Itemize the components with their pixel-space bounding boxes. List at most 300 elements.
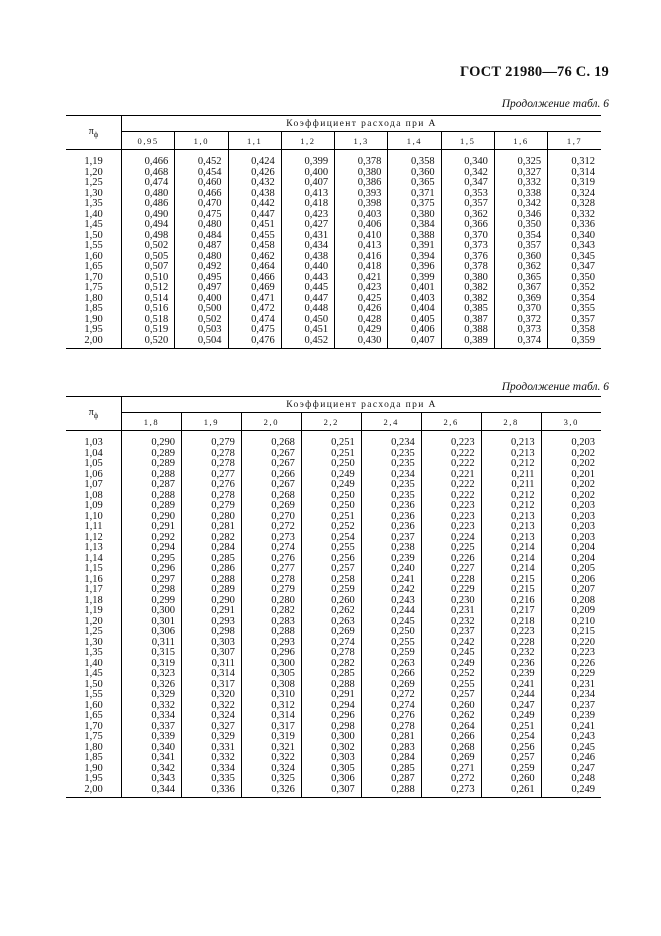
row-label: 2,00 xyxy=(66,785,122,798)
table-cell: 0,270 xyxy=(241,512,301,523)
table-row xyxy=(66,262,601,273)
table-cell: 0,295 xyxy=(122,554,182,565)
table-cell: 0,267 xyxy=(241,480,301,491)
table-cell: 0,385 xyxy=(441,304,494,315)
table-cell: 0,221 xyxy=(421,470,481,481)
table-cell: 0,516 xyxy=(122,304,175,315)
table-cell: 0,263 xyxy=(301,617,361,628)
table-cell: 0,454 xyxy=(175,168,228,179)
table-cell: 0,296 xyxy=(301,711,361,722)
table-cell: 0,214 xyxy=(481,543,541,554)
table-cell: 0,269 xyxy=(241,501,301,512)
table-cell: 0,314 xyxy=(548,168,601,179)
table-cell: 0,251 xyxy=(301,512,361,523)
row-label: 1,95 xyxy=(84,773,103,784)
table-cell: 0,241 xyxy=(361,575,421,586)
table-cell: 0,382 xyxy=(441,294,494,305)
row-label: 1,75 xyxy=(84,282,103,293)
table-cell: 0,445 xyxy=(281,283,334,294)
row-label: 1,50 xyxy=(84,229,103,241)
table-cell: 0,466 xyxy=(122,150,175,168)
table-cell: 0,214 xyxy=(481,564,541,575)
table-cell: 0,326 xyxy=(241,785,301,798)
table-cell: 0,281 xyxy=(181,522,241,533)
table-cell: 0,308 xyxy=(241,680,301,691)
table-cell: 0,407 xyxy=(388,336,441,349)
table-cell: 0,350 xyxy=(548,273,601,284)
table-cell: 0,468 xyxy=(122,168,175,179)
table-cell: 0,480 xyxy=(122,189,175,200)
table-cell: 0,261 xyxy=(481,785,541,798)
table-cell: 0,365 xyxy=(494,273,547,284)
table-cell: 0,384 xyxy=(388,220,441,231)
table-cell: 0,203 xyxy=(541,512,601,523)
table-cell: 0,202 xyxy=(541,459,601,470)
row-label: 1,14 xyxy=(84,552,103,564)
row-label: 1,10 xyxy=(84,510,103,522)
table-cell: 0,470 xyxy=(175,199,228,210)
table-cell: 0,347 xyxy=(441,178,494,189)
row-label: 1,80 xyxy=(84,292,103,304)
table-row xyxy=(66,669,601,680)
row-label: 1,25 xyxy=(84,626,103,637)
row-label: 1,30 xyxy=(84,636,103,648)
table-cell: 0,314 xyxy=(181,669,241,680)
table-row xyxy=(66,522,601,533)
row-label: 1,19 xyxy=(84,156,103,167)
table-cell: 0,292 xyxy=(122,533,182,544)
table-cell: 0,245 xyxy=(421,648,481,659)
table-row xyxy=(66,774,601,785)
table-cell: 0,209 xyxy=(541,606,601,617)
table-cell: 0,266 xyxy=(421,732,481,743)
table-row xyxy=(66,459,601,470)
column-header: 2,0 xyxy=(241,413,301,431)
table-cell: 0,354 xyxy=(548,294,601,305)
table-cell: 0,312 xyxy=(548,150,601,168)
table2 xyxy=(66,396,601,798)
table-cell: 0,266 xyxy=(241,470,301,481)
table-cell: 0,418 xyxy=(281,199,334,210)
table-cell: 0,227 xyxy=(421,564,481,575)
table-cell: 0,223 xyxy=(421,431,481,449)
table-cell: 0,332 xyxy=(122,701,182,712)
table-cell: 0,274 xyxy=(241,543,301,554)
table-row xyxy=(66,304,601,315)
table-cell: 0,235 xyxy=(361,491,421,502)
table-cell: 0,393 xyxy=(335,189,388,200)
table-cell: 0,288 xyxy=(241,627,301,638)
table-cell: 0,273 xyxy=(421,785,481,798)
table-cell: 0,303 xyxy=(301,753,361,764)
row-label: 1,45 xyxy=(84,668,103,679)
table-cell: 0,325 xyxy=(494,150,547,168)
table-cell: 0,447 xyxy=(228,210,281,221)
table-cell: 0,281 xyxy=(361,732,421,743)
table-cell: 0,492 xyxy=(175,262,228,273)
table-cell: 0,376 xyxy=(441,252,494,263)
table-cell: 0,226 xyxy=(541,659,601,670)
table-cell: 0,220 xyxy=(541,638,601,649)
table-cell: 0,269 xyxy=(301,627,361,638)
table-row xyxy=(66,543,601,554)
table-cell: 0,340 xyxy=(122,743,182,754)
table-cell: 0,223 xyxy=(541,648,601,659)
table-cell: 0,259 xyxy=(301,585,361,596)
column-header: 2,8 xyxy=(481,413,541,431)
table-cell: 0,369 xyxy=(494,294,547,305)
table-cell: 0,474 xyxy=(228,315,281,326)
table-cell: 0,242 xyxy=(361,585,421,596)
table-cell: 0,428 xyxy=(335,315,388,326)
table-cell: 0,252 xyxy=(421,669,481,680)
table-cell: 0,267 xyxy=(241,449,301,460)
table-cell: 0,339 xyxy=(122,732,182,743)
table-cell: 0,288 xyxy=(122,470,182,481)
table-cell: 0,260 xyxy=(301,596,361,607)
table-cell: 0,353 xyxy=(441,189,494,200)
table-cell: 0,423 xyxy=(281,210,334,221)
table-cell: 0,251 xyxy=(301,431,361,449)
table-cell: 0,440 xyxy=(281,262,334,273)
row-label: 1,60 xyxy=(84,699,103,711)
row-label: 1,04 xyxy=(84,447,103,459)
table1 xyxy=(66,115,601,349)
table-cell: 0,322 xyxy=(241,753,301,764)
table-cell: 0,487 xyxy=(175,241,228,252)
table-cell: 0,239 xyxy=(481,669,541,680)
column-header: 1,7 xyxy=(548,132,601,150)
table-cell: 0,213 xyxy=(481,449,541,460)
table-cell: 0,241 xyxy=(541,722,601,733)
table-row xyxy=(66,178,601,189)
table-cell: 0,324 xyxy=(181,711,241,722)
column-header: 2,6 xyxy=(421,413,481,431)
table-cell: 0,226 xyxy=(421,554,481,565)
row-label: 1,40 xyxy=(84,657,103,669)
table-cell: 0,301 xyxy=(122,617,182,628)
table-cell: 0,271 xyxy=(421,764,481,775)
table-row xyxy=(66,150,601,168)
table-row xyxy=(66,564,601,575)
table-cell: 0,514 xyxy=(122,294,175,305)
table-cell: 0,215 xyxy=(541,627,601,638)
table-cell: 0,497 xyxy=(175,283,228,294)
table-cell: 0,259 xyxy=(481,764,541,775)
table-cell: 0,269 xyxy=(421,753,481,764)
row-label: 1,03 xyxy=(84,437,103,448)
table-cell: 0,365 xyxy=(388,178,441,189)
table-cell: 0,494 xyxy=(122,220,175,231)
table-cell: 0,250 xyxy=(361,627,421,638)
table-cell: 0,329 xyxy=(181,732,241,743)
table-cell: 0,223 xyxy=(481,627,541,638)
table-cell: 0,250 xyxy=(301,491,361,502)
table-cell: 0,443 xyxy=(281,273,334,284)
table-cell: 0,307 xyxy=(181,648,241,659)
column-header: 2,2 xyxy=(301,413,361,431)
row-label: 2,00 xyxy=(66,336,122,349)
table-cell: 0,244 xyxy=(481,690,541,701)
row-label: 1,90 xyxy=(84,762,103,774)
table-cell: 0,202 xyxy=(541,491,601,502)
table-cell: 0,407 xyxy=(281,178,334,189)
table-cell: 0,283 xyxy=(241,617,301,628)
row-label: 1,60 xyxy=(84,250,103,262)
table-cell: 0,202 xyxy=(541,480,601,491)
table-cell: 0,305 xyxy=(241,669,301,680)
table-cell: 0,401 xyxy=(388,283,441,294)
table-cell: 0,273 xyxy=(241,533,301,544)
column-header: 1,9 xyxy=(181,413,241,431)
table-cell: 0,306 xyxy=(301,774,361,785)
table-cell: 0,466 xyxy=(228,273,281,284)
table-row xyxy=(66,325,601,336)
table-cell: 0,236 xyxy=(361,522,421,533)
row-label: 1,55 xyxy=(84,689,103,700)
table-cell: 0,260 xyxy=(481,774,541,785)
table-cell: 0,388 xyxy=(441,325,494,336)
column-header: 1,3 xyxy=(335,132,388,150)
table-cell: 0,201 xyxy=(541,470,601,481)
row-label: 1,70 xyxy=(84,271,103,283)
table-cell: 0,334 xyxy=(122,711,182,722)
table-cell: 0,272 xyxy=(361,690,421,701)
table-cell: 0,282 xyxy=(241,606,301,617)
table-cell: 0,291 xyxy=(301,690,361,701)
table-cell: 0,403 xyxy=(335,210,388,221)
table-cell: 0,429 xyxy=(335,325,388,336)
table-cell: 0,249 xyxy=(301,470,361,481)
row-label: 1,40 xyxy=(84,208,103,220)
row-label: 1,12 xyxy=(84,531,103,543)
table-cell: 0,234 xyxy=(541,690,601,701)
table-cell: 0,284 xyxy=(361,753,421,764)
table-cell: 0,303 xyxy=(181,638,241,649)
table-cell: 0,342 xyxy=(122,764,182,775)
table-cell: 0,340 xyxy=(441,150,494,168)
table-cell: 0,240 xyxy=(361,564,421,575)
table-cell: 0,248 xyxy=(541,774,601,785)
row-label: 1,06 xyxy=(84,468,103,480)
table-cell: 0,455 xyxy=(228,231,281,242)
table-cell: 0,495 xyxy=(175,273,228,284)
table-cell: 0,264 xyxy=(421,722,481,733)
table-cell: 0,427 xyxy=(281,220,334,231)
table-cell: 0,254 xyxy=(301,533,361,544)
table-cell: 0,451 xyxy=(281,325,334,336)
table-cell: 0,399 xyxy=(388,273,441,284)
table-cell: 0,345 xyxy=(548,252,601,263)
table-cell: 0,324 xyxy=(548,189,601,200)
table-cell: 0,302 xyxy=(301,743,361,754)
table-cell: 0,343 xyxy=(122,774,182,785)
table-cell: 0,255 xyxy=(421,680,481,691)
table-cell: 0,268 xyxy=(241,431,301,449)
table-cell: 0,288 xyxy=(122,491,182,502)
table-cell: 0,298 xyxy=(122,585,182,596)
table-cell: 0,357 xyxy=(548,315,601,326)
table-cell: 0,357 xyxy=(441,199,494,210)
table-cell: 0,212 xyxy=(481,501,541,512)
table-cell: 0,223 xyxy=(421,522,481,533)
row-label: 1,85 xyxy=(84,303,103,314)
table-cell: 0,230 xyxy=(421,596,481,607)
table-cell: 0,255 xyxy=(301,543,361,554)
table-cell: 0,250 xyxy=(301,501,361,512)
table-cell: 0,406 xyxy=(388,325,441,336)
table-cell: 0,382 xyxy=(441,283,494,294)
table-cell: 0,243 xyxy=(361,596,421,607)
table-cell: 0,334 xyxy=(181,764,241,775)
table-cell: 0,341 xyxy=(122,753,182,764)
table-cell: 0,398 xyxy=(335,199,388,210)
table-cell: 0,438 xyxy=(281,252,334,263)
table-cell: 0,276 xyxy=(181,480,241,491)
table-cell: 0,300 xyxy=(122,606,182,617)
table-cell: 0,231 xyxy=(541,680,601,691)
row-label: 1,65 xyxy=(84,710,103,721)
table-cell: 0,203 xyxy=(541,501,601,512)
table-cell: 0,246 xyxy=(541,753,601,764)
table-cell: 0,211 xyxy=(481,470,541,481)
table-cell: 0,413 xyxy=(281,189,334,200)
table-cell: 0,257 xyxy=(481,753,541,764)
table-row xyxy=(66,431,601,449)
table-cell: 0,357 xyxy=(494,241,547,252)
table-cell: 0,293 xyxy=(241,638,301,649)
table-cell: 0,490 xyxy=(122,210,175,221)
table-cell: 0,432 xyxy=(228,178,281,189)
table-cell: 0,228 xyxy=(421,575,481,586)
table-cell: 0,223 xyxy=(421,512,481,523)
table-cell: 0,278 xyxy=(181,449,241,460)
table-cell: 0,426 xyxy=(335,304,388,315)
table-cell: 0,421 xyxy=(335,273,388,284)
table-cell: 0,289 xyxy=(122,459,182,470)
table-cell: 0,373 xyxy=(441,241,494,252)
table-cell: 0,520 xyxy=(122,336,175,349)
table-cell: 0,367 xyxy=(494,283,547,294)
table-cell: 0,267 xyxy=(241,459,301,470)
table-cell: 0,502 xyxy=(122,241,175,252)
row-label: 1,20 xyxy=(84,166,103,178)
table2-row-header: $\pi_ф$ xyxy=(66,397,122,431)
table-cell: 0,294 xyxy=(301,701,361,712)
table-cell: 0,448 xyxy=(281,304,334,315)
table-cell: 0,256 xyxy=(481,743,541,754)
table-cell: 0,346 xyxy=(494,210,547,221)
table-cell: 0,217 xyxy=(481,606,541,617)
table-cell: 0,206 xyxy=(541,575,601,586)
table-row xyxy=(66,690,601,701)
table-cell: 0,452 xyxy=(281,336,334,349)
table-row xyxy=(66,627,601,638)
column-header: 3,0 xyxy=(541,413,601,431)
table-cell: 0,279 xyxy=(181,431,241,449)
table-cell: 0,326 xyxy=(122,680,182,691)
table-cell: 0,332 xyxy=(548,210,601,221)
table-cell: 0,504 xyxy=(175,336,228,349)
table-cell: 0,249 xyxy=(301,480,361,491)
table-cell: 0,317 xyxy=(181,680,241,691)
table-cell: 0,234 xyxy=(361,431,421,449)
table-cell: 0,210 xyxy=(541,617,601,628)
table-cell: 0,236 xyxy=(361,512,421,523)
row-label: 1,17 xyxy=(84,584,103,595)
row-label: 1,95 xyxy=(84,324,103,335)
table-cell: 0,280 xyxy=(181,512,241,523)
table-cell: 0,371 xyxy=(388,189,441,200)
table-cell: 0,290 xyxy=(122,512,182,523)
table-cell: 0,291 xyxy=(122,522,182,533)
table-cell: 0,336 xyxy=(181,785,241,798)
table-cell: 0,289 xyxy=(181,585,241,596)
table-cell: 0,300 xyxy=(301,732,361,743)
table-cell: 0,388 xyxy=(388,231,441,242)
table-cell: 0,343 xyxy=(548,241,601,252)
table-cell: 0,404 xyxy=(388,304,441,315)
table-cell: 0,211 xyxy=(481,480,541,491)
table-cell: 0,306 xyxy=(122,627,182,638)
table-cell: 0,299 xyxy=(122,596,182,607)
table-cell: 0,263 xyxy=(361,659,421,670)
table-cell: 0,362 xyxy=(494,262,547,273)
table-cell: 0,203 xyxy=(541,522,601,533)
table-cell: 0,442 xyxy=(228,199,281,210)
row-label: 1,55 xyxy=(84,240,103,251)
table-cell: 0,250 xyxy=(301,459,361,470)
table-cell: 0,239 xyxy=(541,711,601,722)
table-cell: 0,476 xyxy=(228,336,281,349)
table-cell: 0,475 xyxy=(175,210,228,221)
table-cell: 0,391 xyxy=(388,241,441,252)
table-cell: 0,213 xyxy=(481,533,541,544)
table-cell: 0,394 xyxy=(388,252,441,263)
row-label: 1,18 xyxy=(84,594,103,606)
table-cell: 0,222 xyxy=(421,491,481,502)
table-cell: 0,249 xyxy=(421,659,481,670)
table-cell: 0,354 xyxy=(494,231,547,242)
table-cell: 0,254 xyxy=(481,732,541,743)
table-cell: 0,324 xyxy=(241,764,301,775)
table-cell: 0,484 xyxy=(175,231,228,242)
table-cell: 0,424 xyxy=(228,150,281,168)
table-cell: 0,507 xyxy=(122,262,175,273)
table-cell: 0,512 xyxy=(122,283,175,294)
table-cell: 0,500 xyxy=(175,304,228,315)
table-cell: 0,438 xyxy=(228,189,281,200)
table-cell: 0,274 xyxy=(361,701,421,712)
table-cell: 0,216 xyxy=(481,596,541,607)
table-cell: 0,278 xyxy=(361,722,421,733)
table-cell: 0,229 xyxy=(541,669,601,680)
table-cell: 0,370 xyxy=(494,304,547,315)
table-cell: 0,450 xyxy=(281,315,334,326)
column-header: 1,8 xyxy=(122,413,182,431)
table-cell: 0,288 xyxy=(361,785,421,798)
table-cell: 0,277 xyxy=(241,564,301,575)
table-cell: 0,205 xyxy=(541,564,601,575)
table-cell: 0,375 xyxy=(388,199,441,210)
table-cell: 0,234 xyxy=(361,470,421,481)
table-cell: 0,358 xyxy=(548,325,601,336)
table-cell: 0,277 xyxy=(181,470,241,481)
table-cell: 0,323 xyxy=(122,669,182,680)
column-header: 0,95 xyxy=(122,132,175,150)
table-cell: 0,406 xyxy=(335,220,388,231)
table-cell: 0,280 xyxy=(241,596,301,607)
